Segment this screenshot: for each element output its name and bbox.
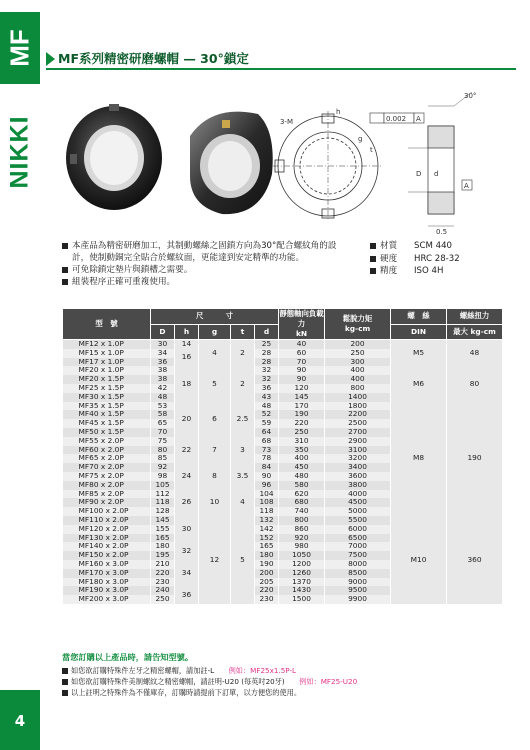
cell-t: 5	[231, 516, 255, 604]
cell-t: 2	[231, 340, 255, 367]
cell-D: 75	[151, 437, 175, 446]
cell-D: 105	[151, 481, 175, 490]
cell-h: 18	[175, 366, 199, 401]
cell-D: 38	[151, 375, 175, 384]
cell-model: MF180 x 3.0P	[63, 578, 151, 587]
cell-torque: 4500	[325, 498, 391, 507]
cell-torque: 1400	[325, 393, 391, 402]
cell-load: 310	[279, 437, 325, 446]
cell-screw-torque: 80	[447, 366, 503, 401]
cell-screw: M8	[391, 402, 447, 516]
table-row	[63, 340, 503, 349]
cell-D: 118	[151, 498, 175, 507]
cell-D: 220	[151, 569, 175, 578]
header-d: d	[255, 324, 279, 340]
header-D: D	[151, 324, 175, 340]
cell-D: 165	[151, 534, 175, 543]
cell-g: 5	[199, 366, 231, 401]
cell-model: MF50 x 1.5P	[63, 428, 151, 437]
cell-model: MF65 x 2.0P	[63, 454, 151, 463]
thread-label: 3-M	[280, 118, 294, 126]
spec-precision	[370, 265, 460, 278]
cell-load: 800	[279, 516, 325, 525]
cell-d: 68	[255, 437, 279, 446]
cell-d: 108	[255, 498, 279, 507]
cell-d: 64	[255, 428, 279, 437]
cell-t: 2.5	[231, 402, 255, 437]
cell-model: MF20 x 1.5P	[63, 375, 151, 384]
cell-h: 30	[175, 516, 199, 542]
technical-drawing	[258, 86, 498, 236]
cell-d: 200	[255, 569, 279, 578]
page-number: 4	[14, 712, 26, 730]
cell-torque: 4000	[325, 490, 391, 499]
note-example: 例如：MF25-U20	[299, 677, 358, 686]
cell-d: 48	[255, 402, 279, 411]
cell-torque: 5500	[325, 516, 391, 525]
cell-model: MF40 x 1.5P	[63, 410, 151, 419]
cell-model: MF15 x 1.0P	[63, 349, 151, 358]
spec-value: ISO 4H	[414, 266, 444, 276]
cell-model: MF140 x 2.0P	[63, 542, 151, 551]
header-model: 型 號	[63, 309, 151, 340]
cell-model: MF190 x 3.0P	[63, 586, 151, 595]
cell-D: 155	[151, 525, 175, 534]
cell-d: 165	[255, 542, 279, 551]
d-label: d	[434, 170, 439, 178]
t-label: t	[370, 146, 373, 154]
cell-load: 860	[279, 525, 325, 534]
title-rule	[46, 68, 516, 70]
cell-load: 1200	[279, 560, 325, 569]
cell-screw: M5	[391, 340, 447, 367]
cell-torque: 8000	[325, 560, 391, 569]
cell-load: 170	[279, 402, 325, 411]
cell-g: 8	[199, 463, 231, 489]
cell-model: MF55 x 2.0P	[63, 437, 151, 446]
cell-d: 118	[255, 507, 279, 516]
spec-list	[370, 240, 460, 278]
header-torque-label: 鬆脫力矩	[342, 314, 373, 323]
cell-load: 60	[279, 349, 325, 358]
cell-model: MF110 x 2.0P	[63, 516, 151, 525]
cell-D: 30	[151, 340, 175, 349]
cell-torque: 2900	[325, 437, 391, 446]
cell-load: 190	[279, 410, 325, 419]
cell-h: 16	[175, 349, 199, 367]
cell-d: 84	[255, 463, 279, 472]
cell-load: 1260	[279, 569, 325, 578]
cell-load: 145	[279, 393, 325, 402]
cell-d: 73	[255, 446, 279, 455]
cell-load: 1500	[279, 595, 325, 604]
cell-D: 240	[151, 586, 175, 595]
cell-load: 1050	[279, 551, 325, 560]
cell-load: 70	[279, 358, 325, 367]
cell-d: 104	[255, 490, 279, 499]
datum-box-label: A	[464, 182, 469, 190]
cell-d: 230	[255, 595, 279, 604]
cell-D: 42	[151, 384, 175, 393]
header-screw-torque-max: 最大 kg-cm	[447, 324, 503, 340]
cell-model: MF12 x 1.0P	[63, 340, 151, 349]
title-arrow-icon	[46, 52, 55, 66]
page-header	[46, 50, 516, 68]
cell-h: 32	[175, 542, 199, 560]
cell-d: 152	[255, 534, 279, 543]
h-label: h	[336, 108, 341, 116]
brand-label: NIKKI	[5, 115, 34, 189]
cell-d: 190	[255, 560, 279, 569]
cell-h: 22	[175, 437, 199, 463]
cell-d: 28	[255, 358, 279, 367]
cell-torque: 200	[325, 340, 391, 349]
cell-load: 450	[279, 463, 325, 472]
cell-D: 250	[151, 595, 175, 604]
cell-g: 7	[199, 437, 231, 463]
cell-torque: 300	[325, 358, 391, 367]
cell-D: 38	[151, 366, 175, 375]
nut-left	[66, 104, 162, 210]
cell-d: 32	[255, 375, 279, 384]
spec-label: 材質	[380, 241, 398, 251]
cell-load: 40	[279, 340, 325, 349]
header-load-unit: kN	[295, 329, 308, 338]
cell-load: 680	[279, 498, 325, 507]
cell-model: MF20 x 1.0P	[63, 366, 151, 375]
cell-D: 98	[151, 472, 175, 481]
cell-d: 32	[255, 366, 279, 375]
cell-D: 128	[151, 507, 175, 516]
cell-torque: 3800	[325, 481, 391, 490]
cell-model: MF90 x 2.0P	[63, 498, 151, 507]
cell-load: 920	[279, 534, 325, 543]
flatness-value: 0.002	[386, 115, 407, 123]
cell-model: MF200 x 3.0P	[63, 595, 151, 604]
cell-torque: 8500	[325, 569, 391, 578]
spec-label: 硬度	[380, 253, 398, 264]
cell-torque: 9000	[325, 578, 391, 587]
spec-value: SCM 440	[414, 241, 453, 251]
cell-D: 180	[151, 542, 175, 551]
cell-load: 220	[279, 419, 325, 428]
side-strip	[0, 0, 40, 750]
cell-d: 25	[255, 340, 279, 349]
cell-D: 92	[151, 463, 175, 472]
cell-torque: 2700	[325, 428, 391, 437]
cell-torque: 2500	[325, 419, 391, 428]
cell-model: MF80 x 2.0P	[63, 481, 151, 490]
cell-model: MF130 x 2.0P	[63, 534, 151, 543]
cell-torque: 400	[325, 375, 391, 384]
note-item	[62, 687, 512, 698]
cell-load: 1430	[279, 586, 325, 595]
cell-load: 1370	[279, 578, 325, 587]
cell-D: 210	[151, 560, 175, 569]
spec-table	[62, 308, 503, 604]
feature-list	[62, 240, 352, 288]
page-title: MF系列精密研磨螺帽 — 30°鎖定	[58, 51, 249, 66]
header-load	[279, 309, 325, 340]
D-label: D	[416, 170, 422, 178]
note-text: 如您欲訂購特殊件美制螺紋之精密螺帽，請註明-U20 (每英吋20牙)	[71, 677, 285, 686]
cell-d: 36	[255, 384, 279, 393]
section-view	[408, 92, 472, 226]
cell-torque: 3100	[325, 446, 391, 455]
cell-screw-torque: 190	[447, 402, 503, 516]
note-example: 例如：MF25x1.5P-L	[228, 666, 297, 675]
cell-load: 740	[279, 507, 325, 516]
feature-item: 本產品為精密研磨加工，其制動螺絲之固鎖方向為30°配合螺紋角的設計，使制動銅完全貼合於螺紋面，更能達到安定精準的功能。	[62, 240, 352, 264]
cell-model: MF85 x 2.0P	[63, 490, 151, 499]
cell-torque: 3600	[325, 472, 391, 481]
cell-D: 85	[151, 454, 175, 463]
cell-t: 4	[231, 490, 255, 516]
cell-load: 620	[279, 490, 325, 499]
cell-load: 90	[279, 366, 325, 375]
cell-D: 53	[151, 402, 175, 411]
cell-load: 980	[279, 542, 325, 551]
cell-D: 70	[151, 428, 175, 437]
front-view	[273, 111, 383, 221]
cell-model: MF150 x 2.0P	[63, 551, 151, 560]
cell-d: 52	[255, 410, 279, 419]
cell-screw-torque: 360	[447, 516, 503, 604]
cell-torque: 400	[325, 366, 391, 375]
cell-torque: 5000	[325, 507, 391, 516]
cell-D: 58	[151, 410, 175, 419]
cell-g: 4	[199, 340, 231, 367]
header-t: t	[231, 324, 255, 340]
header-h: h	[175, 324, 199, 340]
cell-h: 34	[175, 560, 199, 586]
cell-D: 230	[151, 578, 175, 587]
cell-model: MF60 x 2.0P	[63, 446, 151, 455]
cell-h: 24	[175, 463, 199, 489]
cell-t: 3	[231, 437, 255, 463]
angle-label: 30°	[464, 92, 477, 100]
series-tab	[0, 12, 40, 84]
cell-D: 112	[151, 490, 175, 499]
cell-D: 34	[151, 349, 175, 358]
table-row	[63, 366, 503, 375]
cell-D: 36	[151, 358, 175, 367]
cell-model: MF100 x 2.0P	[63, 507, 151, 516]
header-load-label: 靜態軸向負載力	[279, 309, 324, 328]
cell-h: 26	[175, 490, 199, 516]
header-screw-torque: 螺絲扭力	[447, 309, 503, 325]
cell-model: MF160 x 3.0P	[63, 560, 151, 569]
cell-d: 180	[255, 551, 279, 560]
cell-torque: 9900	[325, 595, 391, 604]
cell-load: 120	[279, 384, 325, 393]
feature-item: 組裝程序正確可重複使用。	[62, 276, 352, 288]
cell-screw: M10	[391, 516, 447, 604]
cell-model: MF170 x 3.0P	[63, 569, 151, 578]
cell-torque: 800	[325, 384, 391, 393]
cell-d: 28	[255, 349, 279, 358]
cell-g: 10	[199, 490, 231, 516]
header-screw-din: DIN	[391, 324, 447, 340]
cell-D: 48	[151, 393, 175, 402]
product-photo	[62, 96, 282, 226]
cell-d: 142	[255, 525, 279, 534]
cell-torque: 7000	[325, 542, 391, 551]
header-torque-unit: kg-cm	[344, 324, 371, 333]
brand-logo	[0, 92, 40, 212]
cell-torque: 3200	[325, 454, 391, 463]
cell-D: 145	[151, 516, 175, 525]
series-label: MF	[4, 29, 35, 67]
cell-load: 250	[279, 428, 325, 437]
cell-g: 6	[199, 402, 231, 437]
cell-load: 480	[279, 472, 325, 481]
cell-d: 220	[255, 586, 279, 595]
cell-torque: 1800	[325, 402, 391, 411]
cell-d: 59	[255, 419, 279, 428]
cell-model: MF120 x 2.0P	[63, 525, 151, 534]
note-text: 以上註明之特殊件為不僅庫存，訂購時請提前下訂單，以方便您的使用。	[71, 688, 302, 697]
header-torque	[325, 309, 391, 340]
table-row	[63, 402, 503, 411]
cell-load: 90	[279, 375, 325, 384]
cell-model: MF75 x 2.0P	[63, 472, 151, 481]
note-item	[62, 676, 512, 687]
cell-d: 96	[255, 481, 279, 490]
feature-item: 可免除鎖定墊片與鎖槽之需要。	[62, 264, 352, 276]
cell-h: 20	[175, 402, 199, 437]
offset-label: 0.5	[436, 228, 448, 236]
cell-model: MF35 x 1.5P	[63, 402, 151, 411]
cell-model: MF45 x 1.5P	[63, 419, 151, 428]
header-dimensions: 尺 寸	[151, 309, 279, 325]
cell-load: 400	[279, 454, 325, 463]
cell-torque: 250	[325, 349, 391, 358]
cell-torque: 3400	[325, 463, 391, 472]
cell-d: 90	[255, 472, 279, 481]
cell-torque: 6500	[325, 534, 391, 543]
cell-torque: 9500	[325, 586, 391, 595]
cell-torque: 6000	[325, 525, 391, 534]
cell-t: 3.5	[231, 463, 255, 489]
cell-h: 36	[175, 586, 199, 604]
order-notes	[62, 652, 512, 698]
cell-model: MF25 x 1.5P	[63, 384, 151, 393]
cell-load: 580	[279, 481, 325, 490]
cell-model: MF30 x 1.5P	[63, 393, 151, 402]
cell-t: 2	[231, 366, 255, 401]
g-label: g	[358, 135, 363, 143]
cell-screw: M6	[391, 366, 447, 401]
notes-headline: 當您訂購以上產品時，請告知型號。	[62, 652, 194, 662]
cell-torque: 7500	[325, 551, 391, 560]
cell-screw-torque: 48	[447, 340, 503, 367]
header-screw: 螺 絲	[391, 309, 447, 325]
cell-D: 65	[151, 419, 175, 428]
spec-hardness	[370, 253, 460, 266]
spec-label: 精度	[380, 266, 398, 276]
note-text: 如您欲訂購特殊件左牙之精密螺帽，請加註-L	[71, 666, 215, 675]
note-item	[62, 665, 512, 676]
cell-g: 12	[199, 516, 231, 604]
cell-d: 78	[255, 454, 279, 463]
datum-label: A	[416, 115, 421, 123]
cell-load: 350	[279, 446, 325, 455]
cell-d: 132	[255, 516, 279, 525]
cell-d: 205	[255, 578, 279, 587]
cell-D: 195	[151, 551, 175, 560]
header-g: g	[199, 324, 231, 340]
cell-h: 14	[175, 340, 199, 349]
spec-value: HRC 28-32	[414, 253, 460, 264]
spec-material	[370, 240, 460, 253]
cell-D: 80	[151, 446, 175, 455]
cell-model: MF70 x 2.0P	[63, 463, 151, 472]
cell-d: 43	[255, 393, 279, 402]
cell-torque: 2200	[325, 410, 391, 419]
cell-model: MF17 x 1.0P	[63, 358, 151, 367]
